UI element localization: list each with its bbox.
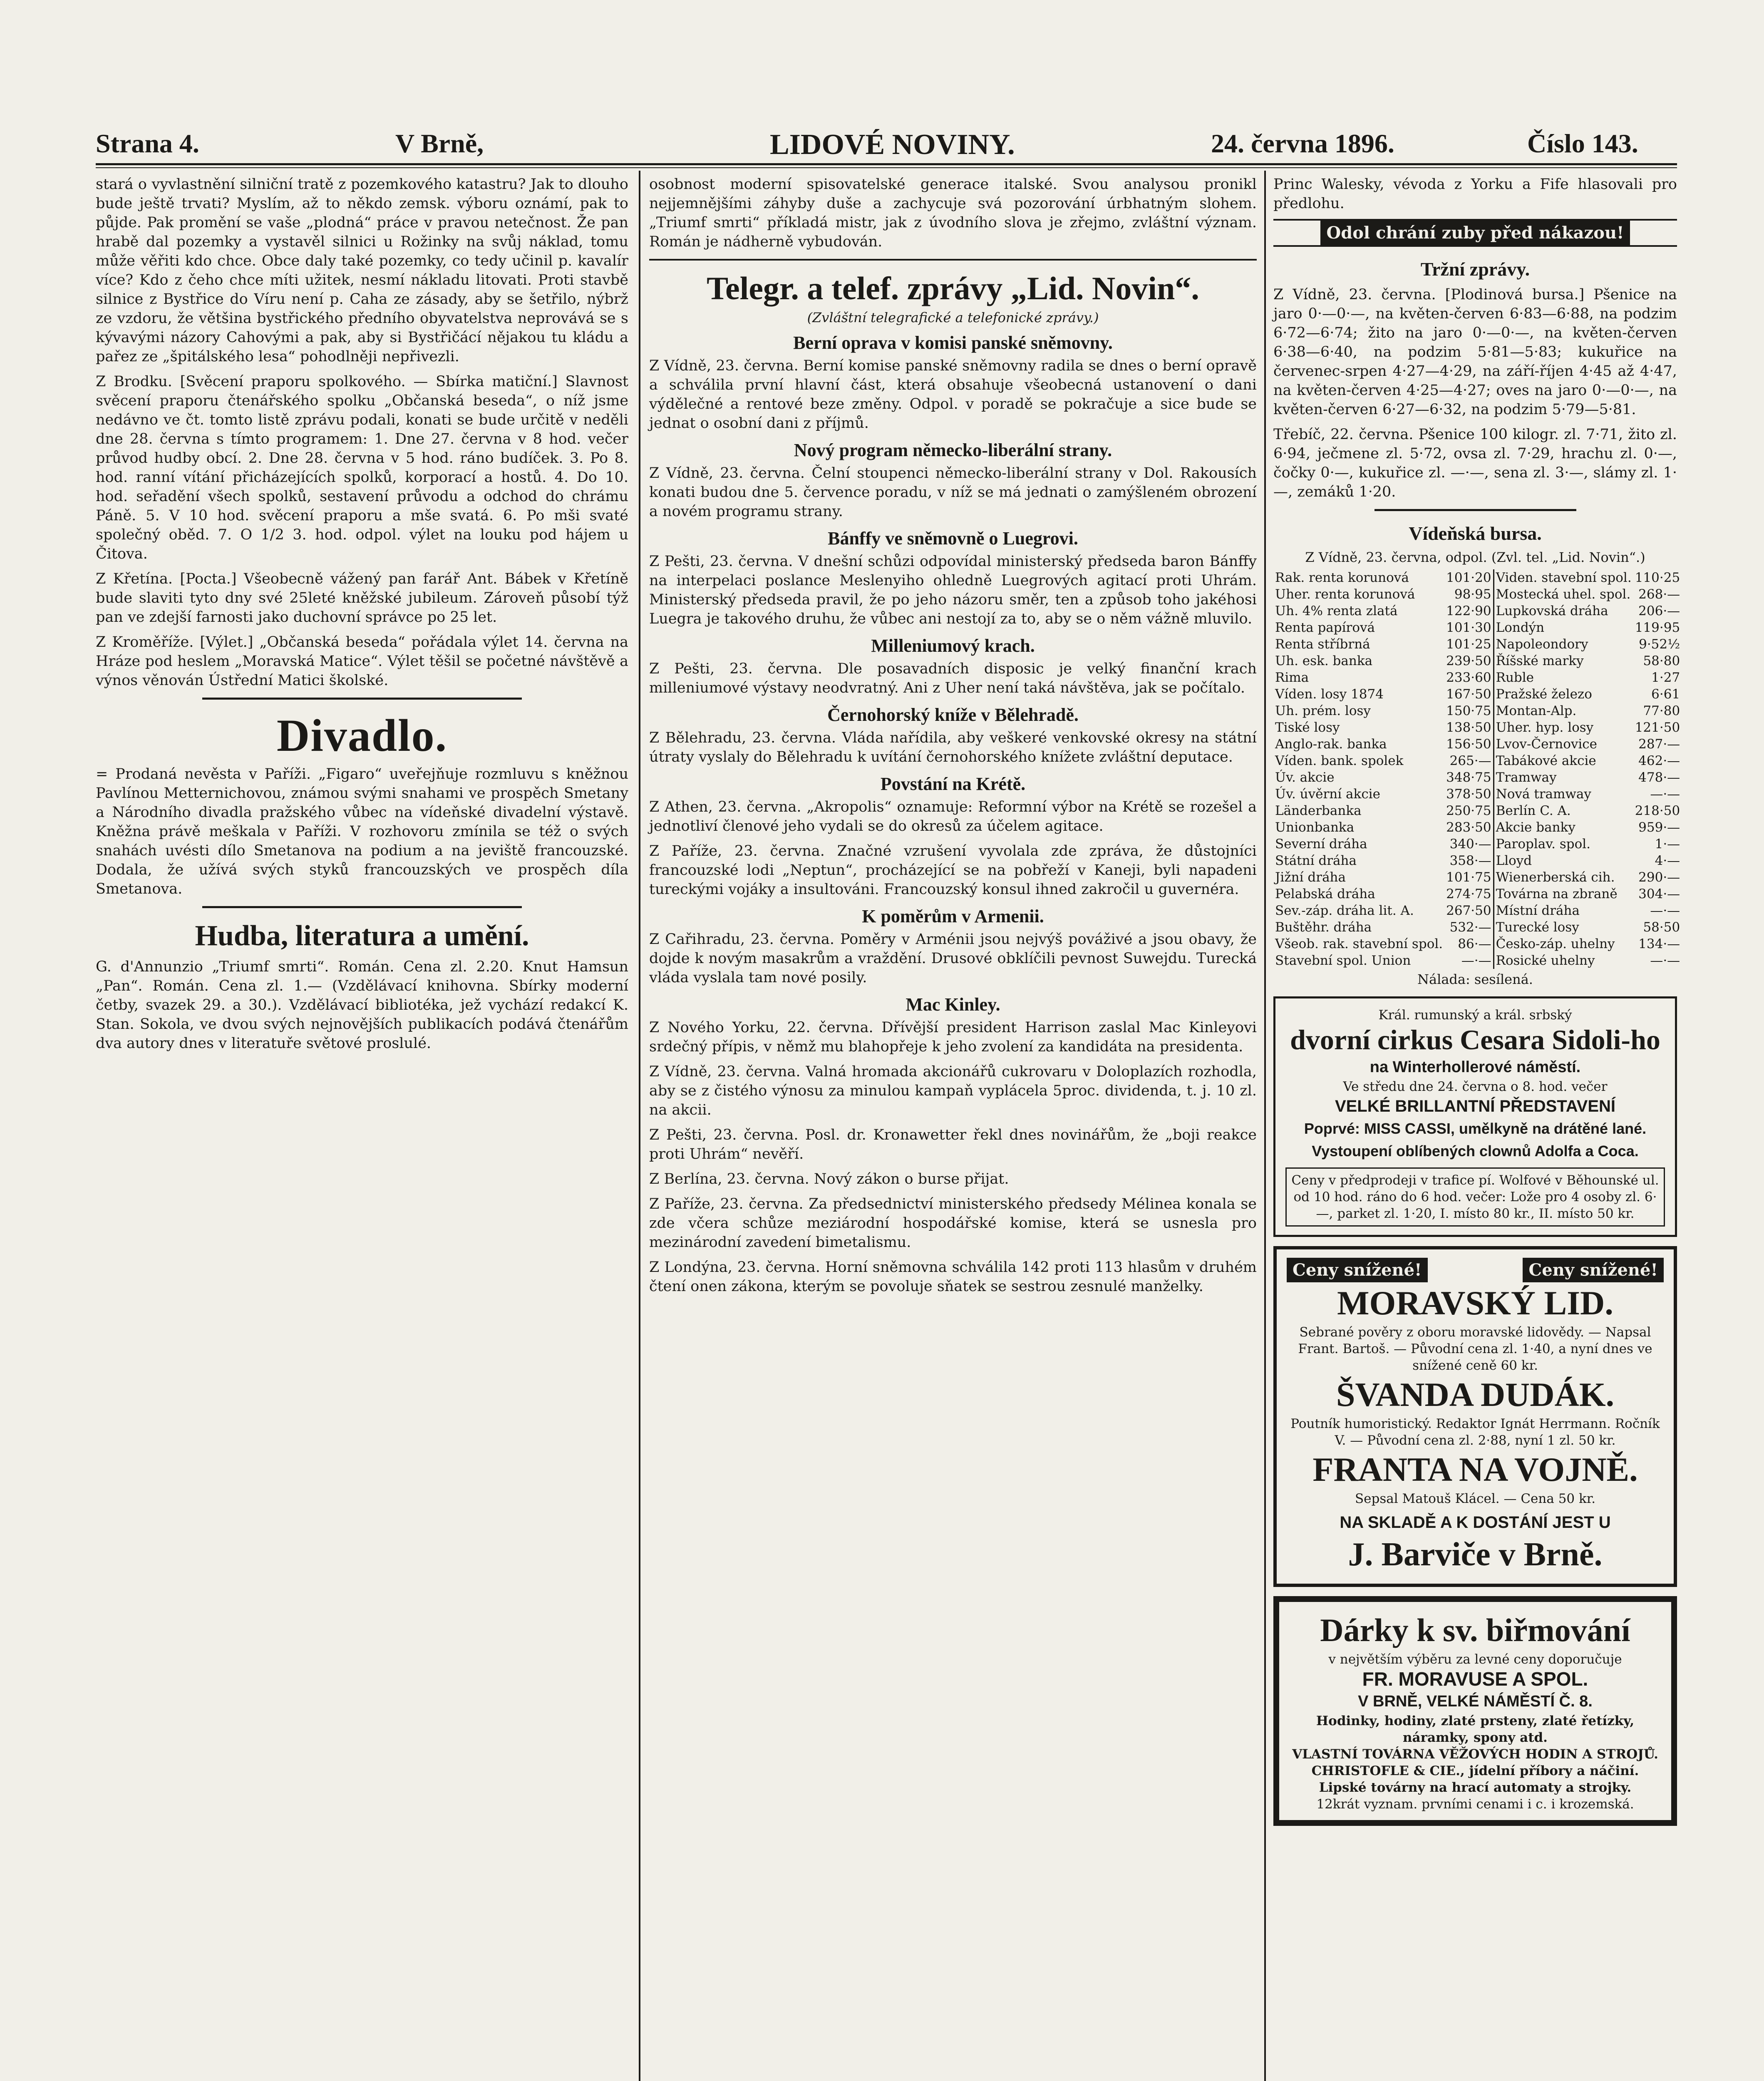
bourse-row [1273, 819, 1682, 836]
telegraph-item-text: Z Pešti, 23. června. Dle posavadních disposic je velký finanční krach milleniumové výstavy neodvratný. Ani z Uher není taká návštěva, jak se počítalo. [649, 661, 1257, 696]
gift-line: Hodinky, hodiny, zlaté prsteny, zlaté řetízky, náramky, spony atd. [1316, 1713, 1635, 1745]
bourse-security: Tiské losy [1275, 720, 1340, 735]
bourse-row [1273, 952, 1682, 969]
bourse-security: Říšské marky [1496, 653, 1584, 668]
telegraph-item-title: Povstání na Krétě. [880, 774, 1026, 794]
bourse-price: 58·80 [1643, 653, 1680, 668]
telegraph-item-text: Z Nového Yorku, 22. června. Dřívější president Harrison zaslal Mac Kinleyovi srdečný přípis, v němž mu blahopřeje k jeho zvolení za kandidáta na presidenta. [649, 1019, 1257, 1055]
bourse-security: Všeob. rak. stavební spol. [1275, 936, 1443, 951]
market-header: Tržní zprávy. [1420, 258, 1530, 280]
bourse-price: 1·— [1655, 837, 1680, 852]
bourse-row [1273, 786, 1682, 802]
book-text: Sepsal Matouš Klácel. — Cena 50 kr. [1355, 1491, 1596, 1506]
telegraph-items [649, 332, 1257, 1296]
bourse-security: Tabákové akcie [1496, 753, 1596, 768]
book-text: Poutník humoristický. Redaktor Ignát Herrmann. Ročník V. — Původní cena zl. 2·88, nyní 1 zl. 50 kr. [1290, 1416, 1660, 1448]
telegraph-item-text: Z Bělehradu, 23. června. Vláda nařídila, aby veškeré venkovské okresy na státní útraty vyslaly do Bělehradu k uvítání černohorského knížete zvláštní deputace. [649, 730, 1257, 765]
bourse-security: Montan-Alp. [1496, 703, 1577, 718]
telegraph-item-text: Z Athen, 23. června. „Akropolis“ oznamuje: Reformní výbor na Krétě se rozešel a jednotliví členové jeho vydali se do okresů za účelem agitace. [649, 799, 1257, 834]
bourse-security: Ruble [1496, 670, 1534, 685]
telegraph-item-text: Z Cařihradu, 23. června. Poměry v Arménii jsou nejvýš pováživé a jsou obavy, že dojde k novým masakrům a vraždění. Drusové obklíčili pevnost Suwejdu. Turecká vláda vyslala tam nové posily. [649, 931, 1257, 986]
bourse-price: 156·50 [1444, 736, 1494, 752]
column-divider [1264, 171, 1266, 2081]
bourse-row [1273, 703, 1682, 719]
gift-place: V BRNĚ, VELKÉ NÁMĚSTÍ Č. 8. [1358, 1693, 1593, 1710]
telegraph-item-text: Z Vídně, 23. června. Berní komise panské sněmovny radila se dnes o berní opravě a schválila první hlavní část, která obsahuje všeobecná ustanovení o dani výdělečné a rentové beze změny. Odpol. v poradě se pokračuje a sice bude se jednat o osobní dani z příjmů. [649, 358, 1257, 432]
telegraph-item-text: Z Vídně, 23. června. Čelní stoupenci německo-liberální strany v Dol. Rakousích konati budou dne 5. července poradu, v níž se má jednati o zamýšleném obrození a novém programu strany. [649, 465, 1257, 520]
bourse-price: 274·75 [1444, 886, 1494, 902]
bourse-security: Stavební spol. Union [1275, 953, 1411, 968]
bourse-security: Buštěhr. dráha [1275, 920, 1372, 935]
circus-ad [1273, 996, 1677, 1237]
section-rule [1374, 509, 1576, 511]
place: V Brně, [395, 129, 484, 158]
bourse-price: 119·95 [1635, 620, 1680, 635]
odol-banner [1273, 219, 1677, 247]
bourse-security: Severní dráha [1275, 837, 1367, 852]
price-tag: Ceny snížené! [1523, 1258, 1664, 1282]
newspaper-page [96, 125, 1680, 2081]
bourse-header: Vídeňská bursa. [1409, 523, 1542, 544]
bourse-row [1273, 619, 1682, 636]
bourse-price: 287·— [1638, 737, 1680, 752]
bourse-security: Nová tramway [1496, 787, 1591, 802]
bourse-security: Úv. akcie [1275, 770, 1335, 785]
issue-date: 24. června 1896. [1211, 129, 1394, 158]
bourse-price: 959·— [1638, 820, 1680, 835]
bourse-price: 348·75 [1444, 769, 1494, 786]
bourse-price: 268·— [1638, 587, 1680, 602]
issue-number: Číslo 143. [1527, 129, 1638, 158]
bourse-security: Unionbanka [1275, 820, 1355, 835]
article-paragraph: Princ Walesky, vévoda z Yorku a Fife hlasovali pro předlohu. [1273, 176, 1677, 212]
bourse-security: Pelabská dráha [1275, 887, 1375, 901]
bourse-row [1273, 669, 1682, 686]
bourse-security: Rima [1275, 670, 1309, 685]
bourse-security: Továrna na zbraně [1496, 887, 1618, 901]
article-paragraph: Z Kroměříže. [Výlet.] „Občanská beseda“ pořádala výlet 14. června na Hráze pod heslem „Moravská Matice“. Výlet těšil se početné návštěvě a výnos věnován Ústřední Matici školské. [96, 634, 628, 689]
bourse-price: 290·— [1638, 870, 1680, 885]
bourse-price: 239·50 [1444, 653, 1494, 669]
book-ad [1273, 1246, 1677, 1587]
telegraph-item-title: Berní oprava v komisi panské sněmovny. [793, 333, 1113, 353]
bourse-price: 101·25 [1444, 636, 1494, 653]
bourse-security: Úv. úvěrní akcie [1275, 787, 1380, 802]
book-title: ŠVANDA DUDÁK. [1336, 1376, 1615, 1413]
telegraph-header: Telegr. a telef. zprávy „Lid. Novin“. [707, 270, 1199, 306]
theatre-paragraph: = Prodaná nevěsta v Paříži. „Figaro“ uveřejňuje rozmluvu s kněžnou Pavlínou Metternichovou, známou svými snahami ve prospěch Smetany a Národního divadla pražského vůbec na vídeňské divadelní výstavě. Kněžna právě meškala v Paříži. V rozhovoru zmínila se též o svých snahách uvésti dílo Smetanova na podium a na jeviště francouzské. Dodala, že užívá svých styků francouzských ve prospěch díla Smetanova. [96, 766, 628, 897]
telegraph-item-text: Z Vídně, 23. června. Valná hromada akcionářů cukrovaru v Doloplazích rozhodla, aby se z čistého výnosu za minulou kampaň vyplácela 5proc. dividenda, t. j. 10 zl. na akcii. [649, 1063, 1257, 1118]
bourse-price: 101·30 [1444, 619, 1494, 636]
bourse-price: —·— [1650, 953, 1680, 968]
telegraph-item-text: Z Paříže, 23. června. Značné vzrušení vyvolala zde zpráva, že důstojníci francouzské lodi „Neptun“, procházející se na pobřeží v Kaneji, byli napadeni tureckými vojáky a insultováni. Francouzský konsul ihned zakročil u guvernéra. [649, 843, 1257, 898]
music-header: Hudba, literatura a umění. [195, 920, 529, 952]
odol-banner-text: Odol chrání zuby před nákazou! [1320, 221, 1630, 245]
column-middle [649, 175, 1257, 2081]
bourse-price: —·— [1650, 787, 1680, 802]
bourse-row [1273, 852, 1682, 869]
bourse-price: 206·— [1638, 603, 1680, 618]
bourse-price: 358·— [1444, 852, 1494, 869]
telegraph-item-title: Milleniumový krach. [871, 636, 1035, 656]
bourse-row [1273, 869, 1682, 886]
bourse-security: Sev.-záp. dráha lit. A. [1275, 903, 1414, 918]
bourse-row [1273, 752, 1682, 769]
top-rule [96, 163, 1677, 165]
bourse-security: Länderbanka [1275, 803, 1362, 818]
bourse-row [1273, 769, 1682, 786]
telegraph-item-text: Z Londýna, 23. června. Horní sněmovna schválila 142 proti 113 hlasům v druhém čtení onen zákona, kterým se povoluje sňatek se sestrou zesnulé manželky. [649, 1259, 1257, 1295]
bourse-security: Uh. esk. banka [1275, 653, 1373, 668]
music-paragraph: G. d'Annunzio „Triumf smrti“. Román. Cena zl. 2.20. Knut Hamsun „Pan“. Román. Cena zl. 1.— (Vzdělávací knihovna. Sbírky moderní četby, svazek 29. a 30.). Vzdělávací bibliotéka, jež vychází redakcí K. Stan. Sokola, ve dvou svých nejnovějších publikacích podává čtenářům dva autory dnes v literatuře světové proslulé. [96, 959, 628, 1052]
bourse-security: Rak. renta korunová [1275, 570, 1409, 585]
telegraph-item-title: Bánffy ve sněmovně o Luegrovi. [828, 528, 1078, 549]
bourse-security: Wienerberská cih. [1496, 870, 1615, 885]
gift-line: v největším výběru za levné ceny doporučuje [1328, 1652, 1622, 1667]
price-tags [1287, 1258, 1664, 1282]
bourse-table [1273, 569, 1682, 969]
telegraph-item-text: Z Berlína, 23. června. Nový zákon o burse přijat. [649, 1171, 1009, 1187]
bourse-security: Berlín C. A. [1496, 803, 1571, 818]
bourse-price: 58·50 [1643, 920, 1680, 935]
book-title: FRANTA NA VOJNĚ. [1312, 1450, 1638, 1488]
bourse-security: Paroplav. spol. [1496, 837, 1591, 852]
bourse-security: Lvov-Černovice [1496, 737, 1598, 752]
top-rule-thin [96, 167, 1677, 168]
bourse-security: Napoleondory [1496, 637, 1588, 652]
bourse-security: Rosické uhelny [1496, 953, 1595, 968]
circus-line: Ve středu dne 24. června o 8. hod. večer [1343, 1079, 1608, 1094]
bourse-price: 86·— [1444, 936, 1494, 952]
bourse-row [1273, 636, 1682, 653]
bourse-security: Renta papírová [1275, 620, 1375, 635]
gift-title: Dárky k sv. biřmování [1320, 1612, 1630, 1648]
bourse-price: 1·27 [1651, 670, 1680, 685]
bourse-price: 378·50 [1444, 786, 1494, 802]
gift-firm: FR. MORAVUSE A SPOL. [1362, 1668, 1588, 1690]
bourse-row [1273, 802, 1682, 819]
bourse-price: 167·50 [1444, 686, 1494, 703]
telegraph-item-title: Černohorský kníže v Bělehradě. [827, 705, 1079, 725]
theatre-header: Divadlo. [276, 710, 448, 761]
bourse-security: Turecké losy [1496, 920, 1579, 935]
section-rule [202, 698, 522, 700]
telegraph-item-title: Mac Kinley. [906, 994, 1000, 1015]
book-stockist: J. Barviče v Brně. [1348, 1536, 1603, 1573]
bourse-security: Lupkovská dráha [1496, 603, 1608, 618]
bourse-price: 4·— [1655, 853, 1680, 868]
circus-title: dvorní cirkus Cesara Sidoli-ho [1290, 1024, 1660, 1055]
bourse-price: 6·61 [1651, 687, 1680, 702]
bourse-security: Uher. renta korunová [1275, 587, 1415, 602]
bourse-security: Pražské železo [1496, 687, 1592, 702]
bourse-row [1273, 569, 1682, 586]
bourse-price: 98·95 [1444, 586, 1494, 603]
market-paragraph: Z Vídně, 23. června. [Plodinová bursa.] Pšenice na jaro 0·—0·—, na květen-červen 6·83—6·88, na podzim 6·72—6·74; žito na jaro 0·—0·—, na květen-červen 6·38—6·40, na podzim 5·81—5·83; kukuřice na červenec-srpen 4·27—4·29, na září-říjen 4·45 až 4·47, na květen-červen 4·25—4·27; oves na jaro 0·—0·—, na květen-červen 6·27—6·32, na podzim 5·79—5·81. [1273, 286, 1677, 418]
page-label: Strana 4. [96, 129, 199, 158]
gift-ad [1273, 1596, 1677, 1826]
bourse-row [1273, 719, 1682, 736]
bourse-price: 233·60 [1444, 669, 1494, 686]
telegraph-subheader: (Zvláštní telegrafické a telefonické zprávy.) [807, 310, 1099, 325]
telegraph-item-title: Nový program německo-liberální strany. [794, 440, 1112, 460]
bourse-security: Uher. hyp. losy [1496, 720, 1594, 735]
circus-line: Král. rumunský a král. srbský [1378, 1008, 1572, 1023]
bourse-security: Místní dráha [1496, 903, 1580, 918]
bourse-security: Viden. stavební spol. [1496, 570, 1632, 585]
newspaper-title: LIDOVÉ NOVINY. [770, 129, 1015, 161]
bourse-price: —·— [1650, 903, 1680, 918]
bourse-price: 478·— [1638, 770, 1680, 785]
bourse-price: 267·50 [1444, 902, 1494, 919]
masthead [96, 125, 1677, 165]
bourse-row [1273, 919, 1682, 936]
section-rule [649, 259, 1257, 261]
bourse-price: 101·20 [1444, 569, 1494, 586]
bourse-price: 138·50 [1444, 719, 1494, 736]
bourse-price: 9·52½ [1639, 637, 1680, 652]
bourse-price: 304·— [1638, 887, 1680, 901]
bourse-row [1273, 686, 1682, 703]
bourse-security: Renta stříbrná [1275, 637, 1370, 652]
bourse-row [1273, 736, 1682, 752]
column-left [96, 175, 628, 2081]
bourse-price: 150·75 [1444, 703, 1494, 719]
bourse-subheader: Z Vídně, 23. června, odpol. (Zvl. tel. „Lid. Novin“.) [1305, 549, 1645, 565]
column-right [1273, 175, 1680, 2081]
article-list [96, 175, 628, 690]
circus-act: Poprvé: MISS CASSI, umělkyně na drátěné lané. [1304, 1120, 1647, 1137]
bourse-price: 283·50 [1444, 819, 1494, 836]
bourse-security: Víden. bank. spolek [1275, 753, 1404, 768]
article-paragraph: Z Brodku. [Svěcení praporu spolkového. — Sbírka matiční.] Slavnost svěcení praporu čtenářského spolku „Občanská beseda“, o níž jsme nedávno ve čt. tomto listě zprávu podali, konati se bude určitě v neděli dne 28. června s tímto programem: 1. Dne 27. června v 8 hod. večer průvod hudby obcí. 2. Dne 28. června v 5 hod. ráno budíček. 3. Po 8. hod. ranní vítání přicházejících spolků, korporací a hostů. 4. Do 10. hod. seřadění všech spolků, sestavení průvodu a odchod do chrámu Páně. 5. V 10 hod. svěcení praporu a mše svatá. 6. Po mši svaté společný oběd. 7. O 1/2 3. hod. odpol. výlet na louku pod hájem u Čitova. [96, 373, 628, 562]
market-paragraph: Třebíč, 22. června. Pšenice 100 kilogr. zl. 7·71, žito zl. 6·94, ječmene zl. 5·72, ovsa zl. 7·29, hrachu zl. 0·—, čočky 0·—, kukuřice zl. —·—, sena zl. 3·—, slámy zl. 1·—, zemáků 1·20. [1273, 426, 1677, 500]
article-paragraph: stará o vyvlastnění silniční tratě z pozemkového katastru? Jak to dlouho bude ještě trvati? Myslím, až to někdo zemsk. výboru oznámí, pak to půjde. Pak promění se vaše „plodná“ práce v pravou netečnost. Že pan hrabě dal pozemky a vystavěl silnici u Rožinky na svůj náklad, tomu může věřiti kdo chce. Obce daly také pozemky, co tedy učinil p. kavalír více? Kdo z čeho chce míti užitek, nesmí nákladu litovati. Proti stavbě silnice z Bystřice do Víru není p. Caha ze zásady, aby se šetřilo, nýbrž ze vzdoru, že většina bystřického předního obyvatelstva neprovává se s kývavými názory Cahovými a pak, aby si Bystřičácí nějakou tu kládu a pařez ze „špitálského lesa“ pohodlněji nepřivezli. [96, 176, 628, 365]
bourse-security: Akcie banky [1496, 820, 1575, 835]
telegraph-item-text: Z Pešti, 23. června. V dnešní schůzi odpovídal ministerský předseda baron Bánffy na interpelaci poslance Meslenyiho ohledně Luegrových agitací proti Uhrám. Ministerský předseda pravil, že po jeho názoru směr, ten a způsob toho jakéhosi Luegra je takového druhu, že vůbec ani nestojí za to, aby se o něm vážně mluvilo. [649, 553, 1257, 627]
bourse-footer: Nálada: sesílená. [1417, 971, 1533, 987]
book-title: MORAVSKÝ LID. [1337, 1284, 1613, 1322]
bourse-price: 122·90 [1444, 603, 1494, 619]
bourse-price: 340·— [1444, 836, 1494, 852]
telegraph-item-text: Z Pešti, 23. června. Posl. dr. Kronawetter řekl dnes novinářům, že „boji reakce proti Uhrám“ nevěří. [649, 1127, 1257, 1162]
telegraph-item-title: K poměrům v Armenii. [862, 906, 1044, 926]
bourse-security: Česko-záp. uhelny [1496, 936, 1615, 951]
price-tag: Ceny snížené! [1287, 1258, 1428, 1282]
telegraph-item-text: Z Paříže, 23. června. Za předsednictví ministerského předsedy Mélinea konala se zde včera schůze meziárodní hospodářské komise, která se usnesla pro mezinárodní zavedení bimetalismu. [649, 1196, 1257, 1251]
bourse-security: Mostecká uhel. spol. [1496, 587, 1631, 602]
book-text: Sebrané pověry z oboru moravské lidovědy. — Napsal Frant. Bartoš. — Původní cena zl. 1·40, a nyní dnes ve snížené ceně 60 kr. [1298, 1325, 1652, 1373]
bourse-row [1273, 902, 1682, 919]
article-paragraph: Z Křetína. [Pocta.] Všeobecně vážený pan farář Ant. Bábek v Křetíně bude slaviti tyto dny své 25leté kněžské jubileum. Zároveň působí týž pan ve zdejší farnosti jako duchovní správce po 25 let. [96, 571, 628, 626]
bourse-price: 218·50 [1635, 803, 1680, 818]
section-rule [202, 906, 522, 908]
bourse-price: 121·50 [1635, 720, 1680, 735]
bourse-price: 532·— [1444, 919, 1494, 936]
bourse-price: 110·25 [1635, 570, 1680, 585]
bourse-price: 250·75 [1444, 802, 1494, 819]
bourse-price: 134·— [1638, 936, 1680, 951]
bourse-row [1273, 936, 1682, 952]
bourse-security: Lloyd [1496, 853, 1532, 868]
bourse-security: Uh. prém. losy [1275, 703, 1371, 718]
gift-line: 12krát vyznam. prvními cenami i c. i krozemská. [1316, 1797, 1634, 1812]
circus-act: Vystoupení oblíbených clownů Adolfa a Coca. [1312, 1142, 1639, 1160]
bourse-row [1273, 586, 1682, 603]
bourse-security: Státní dráha [1275, 853, 1357, 868]
bourse-security: Londýn [1496, 620, 1545, 635]
bourse-price: 265·— [1444, 752, 1494, 769]
bourse-price: 462·— [1638, 753, 1680, 768]
circus-show: VELKÉ BRILLANTNÍ PŘEDSTAVENÍ [1335, 1097, 1616, 1115]
bourse-row [1273, 886, 1682, 902]
bourse-security: Anglo-rak. banka [1275, 737, 1387, 752]
bourse-price: —·— [1444, 952, 1494, 969]
bourse-row [1273, 603, 1682, 619]
column-divider [639, 171, 640, 2081]
article-paragraph: osobnost moderní spisovatelské generace italské. Svou analysou pronikl nejjemnějšími záhyby duše a zachycuje svá pozorování úrbhatným slohem. „Triumf smrti“ příkladá mistr, jak z úvodního slova je zřejmo, zvláštní význam. Román je nádherně vybudován. [649, 176, 1257, 250]
bourse-security: Víden. losy 1874 [1275, 687, 1384, 702]
circus-location: na Winterhollerové náměstí. [1370, 1058, 1581, 1076]
circus-prices: Ceny v předprodeji v trafice pí. Wolfové v Běhounské ul. od 10 hod. ráno do 6 hod. večer: Lože pro 4 osoby zl. 6·—, parket zl. 1·20, I. místo 80 kr., II. místo 50 kr. [1285, 1167, 1665, 1227]
bourse-security: Jižní dráha [1275, 870, 1346, 885]
bourse-row [1273, 836, 1682, 852]
gift-line: VLASTNÍ TOVÁRNA VĚŽOVÝCH HODIN A STROJŮ. [1292, 1747, 1658, 1762]
gift-line: Lipské továrny na hrací automaty a strojky. [1319, 1780, 1632, 1795]
bourse-row [1273, 653, 1682, 669]
bourse-security: Tramway [1496, 770, 1557, 785]
bourse-price: 101·75 [1444, 869, 1494, 886]
gift-line: CHRISTOFLE & CIE., jídelní příbory a náčiní. [1311, 1763, 1639, 1778]
bourse-price: 77·80 [1643, 703, 1680, 718]
bourse-security: Uh. 4% renta zlatá [1275, 603, 1398, 618]
book-stockist-line: NA SKLADĚ A K DOSTÁNÍ JEST U [1340, 1513, 1611, 1532]
